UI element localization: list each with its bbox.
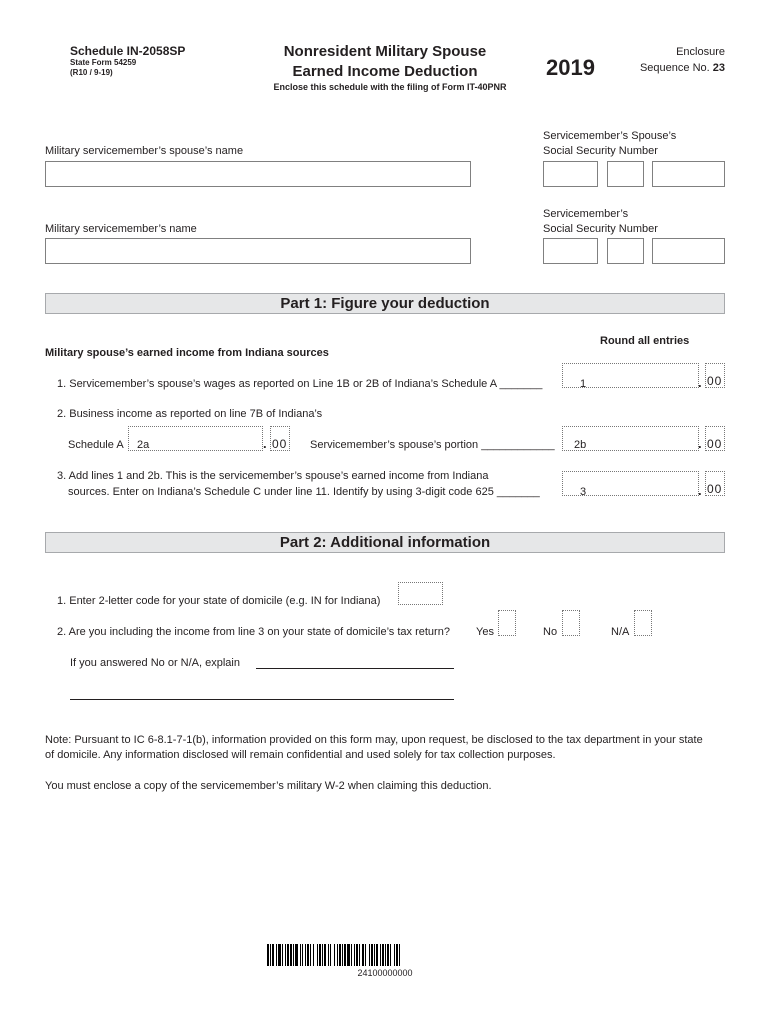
line3-cents: 00: [707, 482, 723, 496]
enclosure-label: Enclosure: [676, 46, 725, 58]
option-na-checkbox[interactable]: [634, 610, 652, 636]
part2-header: Part 2: Additional information: [45, 532, 725, 553]
q1-text: 1. Enter 2-letter code for your state of domicile (e.g. IN for Indiana): [57, 595, 381, 607]
line2a-cents: 00: [272, 437, 288, 451]
line2a-decimal: .: [263, 436, 267, 451]
disclosure-note-line1: Note: Pursuant to IC 6-8.1-7-1(b), information provided on this form may, upon request, be disclosed to the tax department in your state: [45, 734, 703, 746]
state-form-number: State Form 54259: [70, 58, 137, 67]
form-title-line2: Earned Income Deduction: [292, 63, 478, 80]
member-ssn-label-line1: Servicemember’s: [543, 208, 629, 220]
explain-line1-input[interactable]: [256, 668, 454, 669]
explain-label: If you answered No or N/A, explain: [70, 657, 240, 669]
section-heading: Military spouse’s earned income from Indiana sources: [45, 347, 329, 359]
sequence-row: [620, 62, 725, 74]
option-no-label: No: [543, 626, 558, 638]
part1-header: Part 1: Figure your deduction: [45, 293, 725, 314]
line1-box-label: 1: [580, 378, 587, 390]
option-yes-label: Yes: [476, 626, 494, 638]
spouse-name-label: Military servicemember’s spouse’s name: [45, 145, 244, 157]
line2-portion-text: Servicemember’s spouse’s portion ____________: [310, 439, 555, 451]
spouse-ssn-part2-input[interactable]: [607, 161, 644, 187]
line2-schedule-label: Schedule A: [68, 439, 124, 451]
spouse-name-input[interactable]: [45, 161, 471, 187]
tax-year: 2019: [546, 55, 595, 80]
option-yes-checkbox[interactable]: [498, 610, 516, 636]
line2b-box-label: 2b: [574, 439, 587, 451]
line1-decimal: .: [698, 375, 702, 390]
member-ssn-part1-input[interactable]: [543, 238, 598, 264]
round-entries-note: Round all entries: [600, 335, 690, 347]
line3-decimal: .: [698, 483, 702, 498]
line3-text-line2: sources. Enter on Indiana’s Schedule C under line 11. Identify by using 3-digit code 625 _______: [68, 486, 540, 498]
member-ssn-part2-input[interactable]: [607, 238, 644, 264]
form-revision: (R10 / 9-19): [70, 68, 113, 77]
line2b-cents-field[interactable]: [705, 426, 725, 451]
spouse-ssn-part3-input[interactable]: [652, 161, 725, 187]
spouse-ssn-label-line1: Servicemember’s Spouse’s: [543, 130, 677, 142]
domicile-state-input[interactable]: [398, 582, 443, 605]
line2a-box-label: 2a: [137, 439, 150, 451]
line2b-decimal: .: [698, 436, 702, 451]
barcode: [267, 944, 503, 966]
line3-cents-field[interactable]: [705, 471, 725, 496]
disclosure-note-line2: of domicile. Any information disclosed will remain confidential and used solely for tax collection purposes.: [45, 749, 556, 761]
spouse-ssn-part1-input[interactable]: [543, 161, 598, 187]
explain-line2-input[interactable]: [70, 699, 454, 700]
line2a-cents-field[interactable]: [270, 426, 290, 451]
spouse-ssn-label-line2: Social Security Number: [543, 145, 658, 157]
enclose-instruction: Enclose this schedule with the filing of Form IT-40PNR: [273, 82, 507, 92]
q2-text: 2. Are you including the income from line 3 on your state of domicile’s tax return?: [57, 626, 450, 638]
sequence-number: 23: [712, 62, 725, 74]
barcode-bar: [400, 944, 402, 966]
sequence-label: Sequence No.: [639, 62, 710, 74]
member-ssn-label-line2: Social Security Number: [543, 223, 658, 235]
barcode-number: 24100000000: [357, 968, 413, 978]
line1-cents-field[interactable]: [705, 363, 725, 388]
line2b-cents: 00: [707, 437, 723, 451]
w2-note: You must enclose a copy of the servicemember’s military W-2 when claiming this deduction.: [45, 780, 492, 792]
schedule-title: Schedule IN-2058SP: [70, 44, 186, 58]
option-no-checkbox[interactable]: [562, 610, 580, 636]
line2-text: 2. Business income as reported on line 7B of Indiana’s: [57, 408, 323, 420]
line1-text: 1. Servicemember’s spouse’s wages as reported on Line 1B or 2B of Indiana’s Schedule A _______: [57, 378, 543, 390]
line1-cents: 00: [707, 374, 723, 388]
member-ssn-part3-input[interactable]: [652, 238, 725, 264]
member-name-label: Military servicemember’s name: [45, 223, 197, 235]
line3-box-label: 3: [580, 486, 587, 498]
form-title-line1: Nonresident Military Spouse: [283, 43, 487, 60]
line3-text-line1: 3. Add lines 1 and 2b. This is the servicemember’s spouse’s earned income from Indiana: [57, 470, 489, 482]
option-na-label: N/A: [611, 626, 630, 638]
member-name-input[interactable]: [45, 238, 471, 264]
